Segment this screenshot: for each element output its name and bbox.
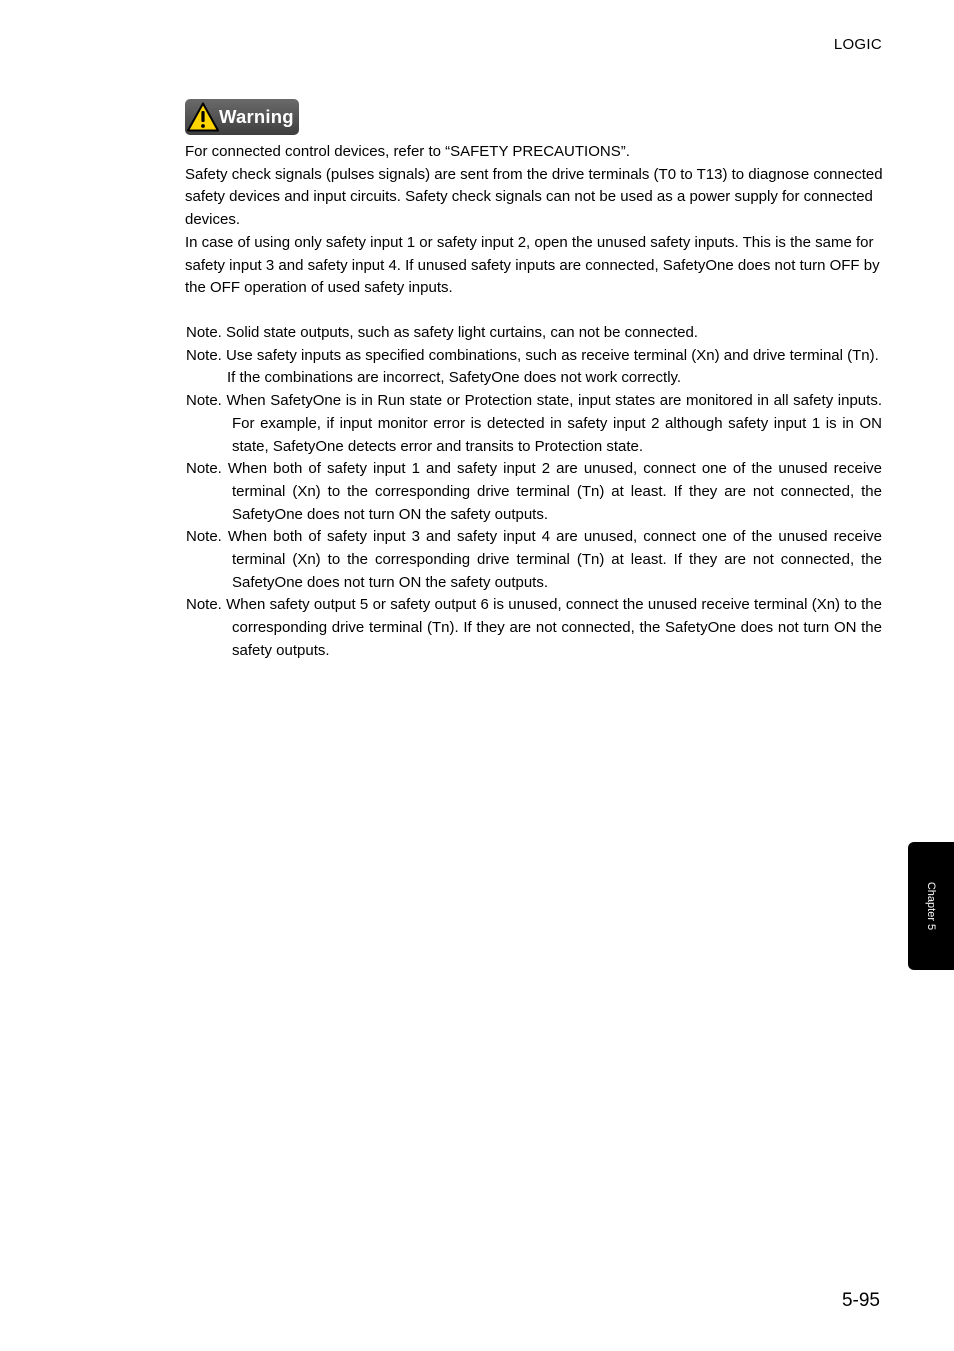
warning-paragraph: Safety check signals (pulses signals) are sent from the drive terminals (T0 to T13) to diagnose connected safety devices and input circuits. Safety check signals can not be used as a power supply for connected devices. [185,165,883,229]
note-item: Note. Solid state outputs, such as safety light curtains, can not be connected. [186,324,698,341]
section-header: LOGIC [833,36,882,53]
note-item: Note. When both of safety input 1 and safety input 2 are unused, connect one of the unused receive terminal (Xn) to the corresponding drive terminal (Tn) at least. If they are not connected, the SafetyOne does not turn ON the safety outputs. [186,460,882,523]
note-item: Note. When SafetyOne is in Run state or Protection state, input states are monitored in all safety inputs. For example, if input monitor error is detected in safety input 2 although safety input 1 is in ON state, SafetyOne detects error and transits to Protection state. [186,392,882,455]
page-number: 5-95 [841,1290,880,1311]
note-item: Note. Use safety inputs as specified combinations, such as receive terminal (Xn) and drive terminal (Tn). If the combinations are incorrect, SafetyOne does not work correctly. [186,346,879,387]
note-item: Note. When both of safety input 3 and safety input 4 are unused, connect one of the unused receive terminal (Xn) to the corresponding drive terminal (Tn) at least. If they are not connected, the SafetyOne does not turn ON the safety outputs. [186,528,882,591]
warning-text [185,141,885,300]
warning-triangle-icon [187,102,219,132]
notes-list [186,322,882,663]
warning-paragraph: For connected control devices, refer to “SAFETY PRECAUTIONS”. [185,143,630,160]
note-item: Note. When safety output 5 or safety output 6 is unused, connect the unused receive terminal (Xn) to the corresponding drive terminal (Tn). If they are not connected, the SafetyOne does not turn ON the safety outputs. [186,596,882,659]
warning-label: Warning [219,106,294,127]
chapter-tab [908,842,954,970]
warning-badge [185,99,299,135]
warning-paragraph: In case of using only safety input 1 or safety input 2, open the unused safety inputs. This is the same for safety input 3 and safety input 4. If unused safety inputs are connected, SafetyOne does not turn OFF by the OFF operation of used safety inputs. [185,233,880,297]
chapter-tab-label: Chapter 5 [925,881,937,931]
